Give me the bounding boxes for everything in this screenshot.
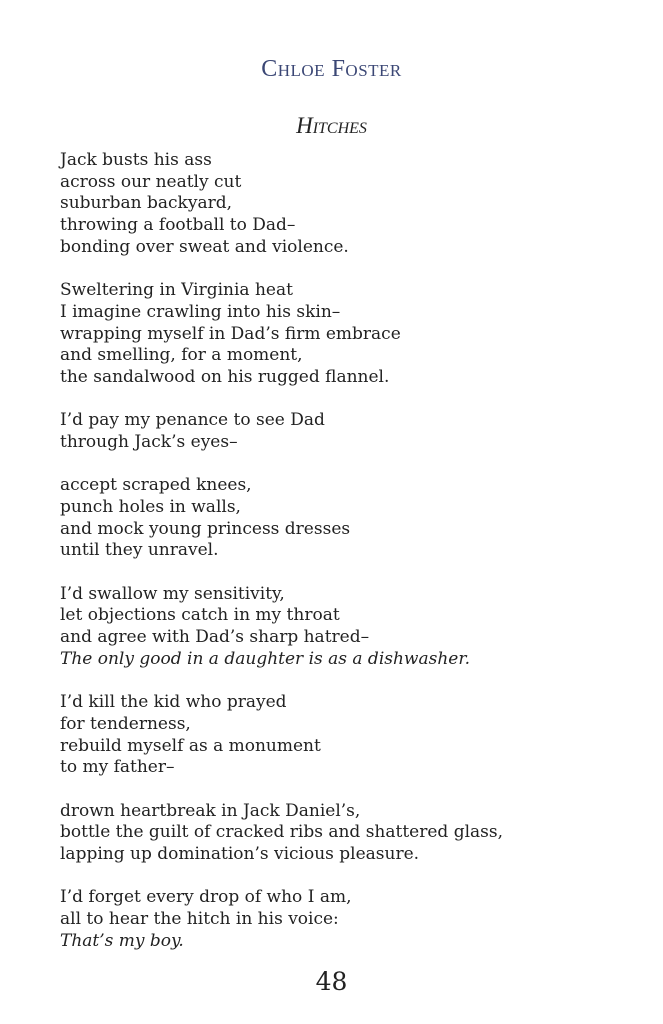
poem-line: for tenderness, [60,713,191,734]
poem-line: across our neatly cut [60,171,242,192]
poem-line: accept scraped knees, [60,475,252,496]
poem-line: I’d swallow my sensitivity, [60,583,285,604]
poem-line: rebuild myself as a monument [60,735,321,756]
poem-line: punch holes in walls, [60,497,241,517]
poem-line: That’s my boy. [60,930,184,951]
poem-line: I imagine crawling into his skin– [60,301,341,322]
poem-line: bonding over sweat and violence. [60,236,349,257]
poem-line: and smelling, for a moment, [60,345,303,366]
stanza [60,150,640,258]
poem-line: the sandalwood on his rugged flannel. [60,366,390,387]
stanza [60,410,640,453]
poem-line: drown heartbreak in Jack Daniel’s, [60,800,361,821]
poem-line: I’d pay my penance to see Dad [60,410,325,431]
poem-line: and mock young princess dresses [60,518,351,539]
poem-line: Jack busts his ass [60,150,212,170]
stanza [60,475,640,562]
page-number: 48 [315,967,348,996]
stanza [60,801,640,866]
poem-line: and agree with Dad’s sharp hatred– [60,627,370,648]
poem-line: The only good in a daughter is as a dishwasher. [60,648,471,669]
poem-line: until they unravel. [60,540,219,561]
poem-line: suburban backyard, [60,193,232,214]
poem-line: lapping up domination’s vicious pleasure. [60,844,420,864]
poem-line: I’d kill the kid who prayed [60,692,287,713]
poem-line: let objections catch in my throat [60,605,340,626]
poem-line: all to hear the hitch in his voice: [60,909,339,930]
poem-line: throwing a football to Dad– [60,215,296,236]
stanza [60,692,640,779]
poem-line: bottle the guilt of cracked ribs and shattered glass, [60,822,504,843]
poem-line: to my father– [60,757,175,778]
poem-title: Hitches [296,113,367,138]
stanza [60,280,640,388]
stanza [60,887,640,952]
poem-line: wrapping myself in Dad’s firm embrace [60,323,401,344]
stanza [60,584,640,671]
author-name: Chloe Foster [261,56,402,82]
poem-line: Sweltering in Virginia heat [60,280,293,301]
poem-line: I’d forget every drop of who I am, [60,887,352,908]
poem-line: through Jack’s eyes– [60,431,238,452]
poem-body [60,150,640,974]
